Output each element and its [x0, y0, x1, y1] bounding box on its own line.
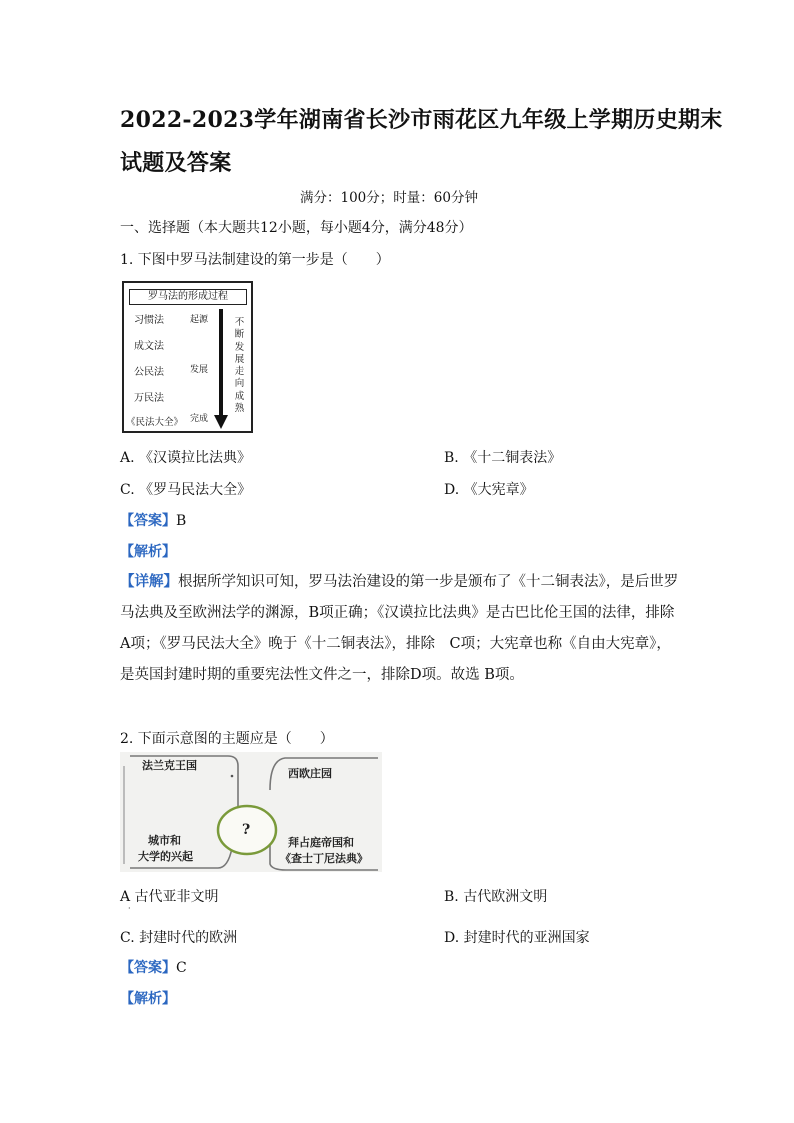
diagram-label-cities: 城市和	[148, 834, 181, 847]
option-a: A. 《汉谟拉比法典》	[120, 450, 252, 466]
diagram-label-universities: 大学的兴起	[138, 850, 193, 863]
diagram-label-byzantine: 拜占庭帝国和	[288, 836, 354, 849]
answer-line	[120, 510, 186, 530]
medieval-europe-diagram	[120, 752, 382, 872]
figure-header: 罗马法的形成过程	[129, 289, 247, 305]
analysis-label: 【解析】	[120, 544, 176, 560]
diagram-label-frankish-kingdom: 法兰克王国	[142, 759, 197, 772]
down-arrow-icon	[213, 309, 229, 431]
detail-text: A项；《罗马民法大全》晚于《十二铜表法》，排除 C项；大宪章也称《自由大宪章》，	[120, 636, 671, 652]
analysis-heading	[120, 541, 176, 561]
question-1-stem: 1. 下图中罗马法制建设的第一步是（ ）	[120, 252, 390, 268]
roman-law-figure	[122, 281, 253, 433]
section-heading: 一、选择题（本大题共12小题，每小题4分，满分48分）	[120, 220, 473, 236]
figure-item: 习惯法	[134, 315, 164, 326]
option-c: C. 《罗马民法大全》	[120, 482, 252, 498]
diagram-label-manor: 西欧庄园	[288, 767, 332, 780]
answer-label: 【答案】	[120, 513, 176, 529]
detail-label: 【详解】	[120, 573, 178, 590]
diagram-question-mark: ?	[242, 822, 251, 838]
figure-stage: 起源	[190, 315, 209, 325]
diagram-label-justinian-code: 《查士丁尼法典》	[280, 852, 368, 865]
answer-value: C	[176, 960, 187, 976]
question-2-stem: 2. 下面示意图的主题应是（ ）	[120, 731, 334, 747]
option-b: B. 古代欧洲文明	[444, 889, 548, 905]
option-d: D. 封建时代的亚洲国家	[444, 930, 590, 946]
figure-stage: 发展	[190, 365, 209, 375]
option-b: B. 《十二铜表法》	[444, 450, 562, 466]
detail-text: 根据所学知识可知，罗马法治建设的第一步是颁布了《十二铜表法》，是后世罗	[178, 574, 679, 590]
figure-item: 成文法	[134, 341, 164, 352]
figure-stage: 完成	[190, 414, 209, 424]
option-d: D. 《大宪章》	[444, 482, 534, 498]
analysis-heading	[120, 988, 176, 1008]
detail-text: 是英国封建时期的重要宪法性文件之一，排除D项。故选 B项。	[120, 667, 524, 683]
figure-item: 《民法大全》	[126, 417, 184, 428]
option-c: C. 封建时代的欧洲	[120, 930, 238, 946]
option-a: A 古代亚非文明	[120, 889, 219, 905]
detail-text: 马法典及至欧洲法学的渊源，B项正确；《汉谟拉比法典》是古巴比伦王国的法律，排除	[120, 605, 675, 621]
answer-label: 【答案】	[120, 960, 176, 976]
figure-item: 公民法	[134, 367, 164, 378]
exam-info: 满分：100分；时量：60分钟	[300, 190, 478, 206]
page-title-continued: 试题及答案	[120, 150, 232, 176]
page-title: 2022-2023学年湖南省长沙市雨花区九年级上学期历史期末	[120, 107, 723, 133]
answer-value: B	[176, 513, 187, 529]
arrow-caption: 不 断 发 展 走 向 成 熟	[234, 317, 245, 415]
dot-mark: ·	[128, 904, 131, 913]
figure-item: 万民法	[134, 393, 164, 404]
analysis-label: 【解析】	[120, 991, 176, 1007]
answer-line	[120, 957, 187, 977]
detail-paragraph	[120, 566, 680, 691]
